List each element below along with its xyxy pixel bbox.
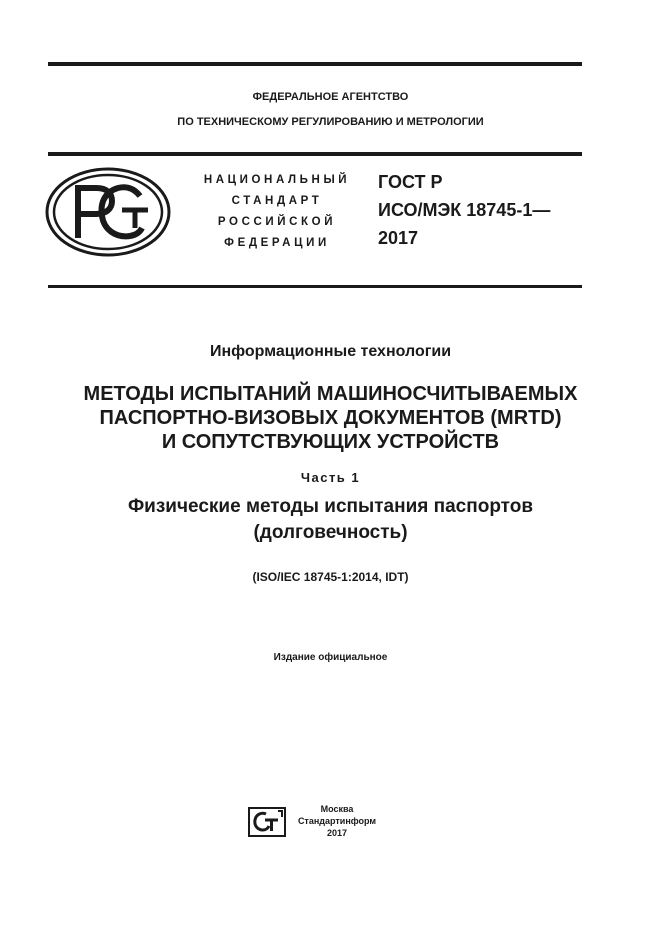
national-standard-label: НАЦИОНАЛЬНЫЙ СТАНДАРТ РОССИЙСКОЙ ФЕДЕРАЦИИ <box>203 174 351 249</box>
agency-line-2: ПО ТЕХНИЧЕСКОМУ РЕГУЛИРОВАНИЮ И МЕТРОЛОГИИ <box>177 116 484 128</box>
edition-label: Издание официальное <box>273 652 388 663</box>
rst-logo <box>44 166 172 258</box>
top-rule <box>48 62 582 66</box>
part-title: Физические методы испытания паспортов (долговечность) <box>127 496 534 543</box>
main-title: МЕТОДЫ ИСПЫТАНИЙ МАШИНОСЧИТЫВАЕМЫХ ПАСПОРТНО-ВИЗОВЫХ ДОКУМЕНТОВ (MRTD) И СОПУТСТВУЮЩИХ УСТРОЙСТВ <box>83 383 578 453</box>
part-label: Часть 1 <box>300 470 361 485</box>
standard-code: ГОСТ Р ИСО/МЭК 18745-1— 2017 <box>378 172 551 248</box>
title-rule <box>48 285 582 288</box>
iso-reference: (ISO/IEC 18745-1:2014, IDT) <box>252 570 409 584</box>
publisher-info: Москва Стандартинформ 2017 <box>297 804 377 838</box>
agency-line-1: ФЕДЕРАЛЬНОЕ АГЕНТСТВО <box>252 91 409 103</box>
header-rule <box>48 152 582 156</box>
standartinform-logo <box>248 807 286 837</box>
subtitle: Информационные технологии <box>209 343 452 360</box>
